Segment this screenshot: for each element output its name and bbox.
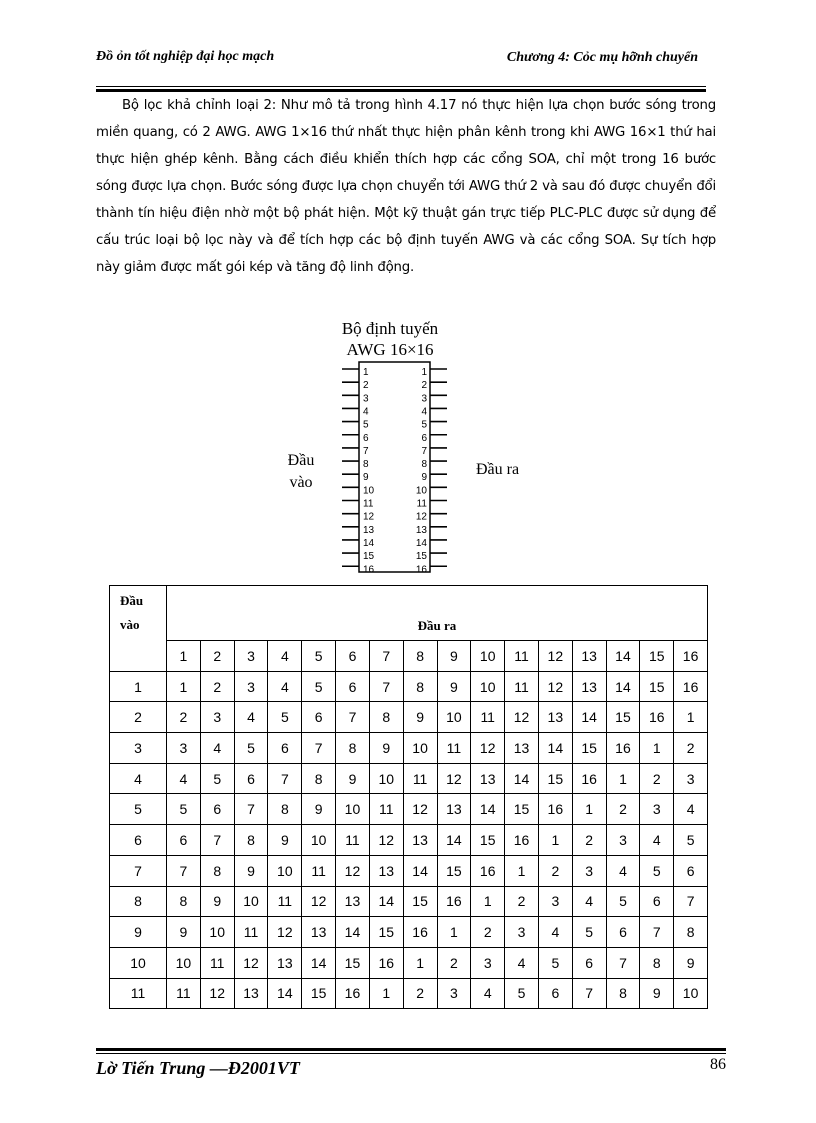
table-cell: 6 — [538, 978, 572, 1009]
table-cell: 1 — [167, 671, 201, 702]
table-cell: 3 — [538, 886, 572, 917]
column-header-cell: 6 — [336, 641, 370, 672]
table-cell: 11 — [200, 947, 234, 978]
table-cell: 16 — [471, 855, 505, 886]
table-cell: 12 — [538, 671, 572, 702]
table-cell: 5 — [538, 947, 572, 978]
output-port-number: 10 — [415, 485, 427, 497]
table-cell: 7 — [167, 855, 201, 886]
table-cell: 3 — [200, 702, 234, 733]
table-cell: 11 — [268, 886, 302, 917]
table-cell: 16 — [538, 794, 572, 825]
table-cell: 15 — [471, 825, 505, 856]
table-cell: 5 — [606, 886, 640, 917]
header-rule — [96, 86, 706, 87]
table-cell: 1 — [538, 825, 572, 856]
table-cell: 1 — [471, 886, 505, 917]
table-cell: 5 — [302, 671, 336, 702]
column-header-cell: 5 — [302, 641, 336, 672]
output-port-number: 4 — [421, 406, 427, 418]
table-cell: 12 — [505, 702, 539, 733]
table-cell: 10 — [471, 671, 505, 702]
table-cell: 10 — [369, 763, 403, 794]
table-cell: 1 — [572, 794, 606, 825]
table-cell: 11 — [167, 978, 201, 1009]
row-input-cell: 6 — [110, 825, 167, 856]
table-row — [110, 702, 708, 733]
table-cell: 2 — [674, 733, 708, 764]
table-cell: 8 — [200, 855, 234, 886]
table-cell: 14 — [336, 917, 370, 948]
table-cell: 7 — [200, 825, 234, 856]
table-cell: 8 — [674, 917, 708, 948]
input-port-number: 1 — [363, 367, 369, 378]
table-cell: 1 — [640, 733, 674, 764]
output-port-number: 16 — [415, 564, 427, 575]
table-cell: 6 — [606, 917, 640, 948]
table-cell: 14 — [403, 855, 437, 886]
table-cell: 12 — [234, 947, 268, 978]
footer-rule — [96, 1053, 726, 1054]
input-port-number: 14 — [363, 537, 375, 549]
table-cell: 13 — [234, 978, 268, 1009]
table-cell: 12 — [336, 855, 370, 886]
table-cell: 8 — [302, 763, 336, 794]
table-cell: 11 — [336, 825, 370, 856]
row-input-cell: 1 — [110, 671, 167, 702]
row-input-cell: 8 — [110, 886, 167, 917]
column-header-cell: 13 — [572, 641, 606, 672]
table-cell: 10 — [302, 825, 336, 856]
table-cell: 3 — [234, 671, 268, 702]
output-port-number: 7 — [421, 445, 427, 457]
table-cell: 16 — [572, 763, 606, 794]
table-cell: 5 — [200, 763, 234, 794]
table-cell: 1 — [505, 855, 539, 886]
table-cell: 15 — [640, 671, 674, 702]
table-cell: 11 — [234, 917, 268, 948]
column-header-cell: 3 — [234, 641, 268, 672]
figure-input-label — [276, 450, 326, 494]
table-cell: 2 — [606, 794, 640, 825]
table-cell: 16 — [336, 978, 370, 1009]
figure-input-line1: Đầu — [287, 452, 315, 469]
output-port-number: 5 — [421, 419, 427, 431]
table-cell: 4 — [200, 733, 234, 764]
table-row — [110, 671, 708, 702]
figure-title-line1: Bộ định tuyến — [341, 319, 439, 338]
table-row — [110, 947, 708, 978]
table-cell: 7 — [674, 886, 708, 917]
table-cell: 8 — [268, 794, 302, 825]
header-thesis-title: Đồ ỏn tốt nghiệp đại học mạch — [96, 49, 275, 64]
table-cell: 14 — [471, 794, 505, 825]
column-header-cell: 8 — [403, 641, 437, 672]
table-cell: 9 — [268, 825, 302, 856]
table-cell: 4 — [674, 794, 708, 825]
table-cell: 15 — [302, 978, 336, 1009]
output-port-number: 8 — [421, 459, 427, 471]
column-header-cell: 10 — [471, 641, 505, 672]
input-port-number: 11 — [363, 498, 374, 510]
table-cell: 8 — [234, 825, 268, 856]
table-cell: 15 — [505, 794, 539, 825]
table-cell: 9 — [369, 733, 403, 764]
row-input-cell: 3 — [110, 733, 167, 764]
table-cell: 11 — [437, 733, 471, 764]
table-cell: 4 — [167, 763, 201, 794]
table-cell: 14 — [572, 702, 606, 733]
table-cell: 15 — [606, 702, 640, 733]
table-cell: 14 — [268, 978, 302, 1009]
table-cell: 13 — [302, 917, 336, 948]
table-cell: 9 — [234, 855, 268, 886]
output-port-number: 11 — [416, 498, 427, 510]
row-input-cell: 5 — [110, 794, 167, 825]
table-cell: 10 — [234, 886, 268, 917]
table-cell: 3 — [674, 763, 708, 794]
table-cell: 4 — [572, 886, 606, 917]
row-input-cell: 10 — [110, 947, 167, 978]
output-port-number: 14 — [415, 537, 427, 549]
table-cell: 1 — [437, 917, 471, 948]
table-column-row — [110, 641, 708, 672]
table-cell: 9 — [167, 917, 201, 948]
table-cell: 5 — [167, 794, 201, 825]
table-cell: 8 — [403, 671, 437, 702]
table-cell: 10 — [167, 947, 201, 978]
output-port-number: 3 — [421, 393, 427, 405]
table-cell: 12 — [471, 733, 505, 764]
table-cell: 2 — [437, 947, 471, 978]
input-port-number: 13 — [363, 524, 375, 536]
table-cell: 15 — [437, 855, 471, 886]
table-cell: 3 — [640, 794, 674, 825]
table-row — [110, 855, 708, 886]
column-header-cell: 15 — [640, 641, 674, 672]
input-port-number: 12 — [363, 511, 375, 523]
table-row — [110, 886, 708, 917]
table-cell: 2 — [167, 702, 201, 733]
table-cell: 5 — [234, 733, 268, 764]
table-cell: 12 — [369, 825, 403, 856]
body-paragraph: Bộ lọc khả chỉnh loại 2: Như mô tả trong hình 4.17 nó thực hiện lựa chọn bước sóng trong miền quang, có 2 AWG. AWG 1×16 thứ nhất thực hiện phân kênh trong khi AWG 16×1 thứ hai thực hiện ghép kênh. Bằng cách điều khiển thích hợp các cổng SOA, chỉ một trong 16 bước sóng được lựa chọn. Bước sóng được lựa chọn chuyển tới AWG thứ 2 và sau đó được chuyển đổi thành tín hiệu điện nhờ một bộ phát hiện. Một kỹ thuật gán trực tiếp PLC-PLC được sử dụng để cấu trúc loại bộ lọc này và để tích hợp các bộ định tuyến AWG và các cổng SOA. Sự tích hợp này giảm được mất gói kép và tăng độ linh động. — [96, 98, 716, 275]
table-cell: 9 — [674, 947, 708, 978]
table-cell: 4 — [471, 978, 505, 1009]
input-port-number: 4 — [363, 406, 369, 418]
table-cell: 9 — [403, 702, 437, 733]
table-cell: 5 — [505, 978, 539, 1009]
table-cell: 6 — [336, 671, 370, 702]
table-cell: 4 — [268, 671, 302, 702]
table-cell: 15 — [403, 886, 437, 917]
input-port-number: 16 — [363, 564, 375, 575]
table-cell: 13 — [268, 947, 302, 978]
table-cell: 14 — [302, 947, 336, 978]
table-cell: 16 — [606, 733, 640, 764]
figure-input-line2: vào — [289, 474, 313, 491]
table-cell: 7 — [302, 733, 336, 764]
table-cell: 8 — [606, 978, 640, 1009]
table-cell: 5 — [268, 702, 302, 733]
table-row — [110, 978, 708, 1009]
table-cell: 11 — [302, 855, 336, 886]
table-header-row — [110, 586, 708, 641]
table-cell: 15 — [538, 763, 572, 794]
table-cell: 1 — [369, 978, 403, 1009]
column-header-cell: 12 — [538, 641, 572, 672]
table-row — [110, 794, 708, 825]
table-cell: 7 — [234, 794, 268, 825]
table-cell: 12 — [437, 763, 471, 794]
table-cell: 10 — [403, 733, 437, 764]
row-input-cell: 4 — [110, 763, 167, 794]
table-cell: 13 — [538, 702, 572, 733]
table-cell: 9 — [200, 886, 234, 917]
table-cell: 11 — [471, 702, 505, 733]
input-port-number: 9 — [363, 472, 369, 484]
table-cell: 1 — [606, 763, 640, 794]
table-cell: 16 — [640, 702, 674, 733]
table-cell: 16 — [437, 886, 471, 917]
table-cell: 10 — [336, 794, 370, 825]
input-port-number: 3 — [363, 393, 369, 405]
table-cell: 15 — [572, 733, 606, 764]
table-cell: 1 — [403, 947, 437, 978]
table-cell: 15 — [369, 917, 403, 948]
output-port-number: 6 — [421, 432, 427, 444]
table-row — [110, 733, 708, 764]
column-header-cell: 7 — [369, 641, 403, 672]
table-cell: 9 — [336, 763, 370, 794]
table-cell: 6 — [234, 763, 268, 794]
table-cell: 3 — [572, 855, 606, 886]
table-cell: 11 — [369, 794, 403, 825]
output-header: Đầu ra — [167, 586, 708, 641]
table-cell: 7 — [640, 917, 674, 948]
table-cell: 1 — [674, 702, 708, 733]
table-cell: 3 — [471, 947, 505, 978]
table-cell: 14 — [505, 763, 539, 794]
table-cell: 14 — [437, 825, 471, 856]
table-cell: 10 — [674, 978, 708, 1009]
footer-rule-thick — [96, 1048, 726, 1051]
table-cell: 13 — [437, 794, 471, 825]
figure-title — [300, 318, 480, 360]
table-cell: 8 — [336, 733, 370, 764]
table-cell: 7 — [336, 702, 370, 733]
input-header-line2: vào — [120, 617, 140, 632]
input-port-number: 2 — [363, 380, 369, 392]
output-port-number: 15 — [415, 551, 427, 563]
column-header-cell: 4 — [268, 641, 302, 672]
table-cell: 2 — [538, 855, 572, 886]
row-input-cell: 2 — [110, 702, 167, 733]
table-cell: 3 — [606, 825, 640, 856]
table-cell: 2 — [505, 886, 539, 917]
table-cell: 6 — [268, 733, 302, 764]
table-row — [110, 763, 708, 794]
table-cell: 2 — [572, 825, 606, 856]
input-port-number: 6 — [363, 432, 369, 444]
row-input-cell: 11 — [110, 978, 167, 1009]
output-port-number: 1 — [421, 367, 427, 378]
table-cell: 5 — [572, 917, 606, 948]
output-port-number: 9 — [421, 472, 427, 484]
table-cell: 12 — [403, 794, 437, 825]
column-header-cell: 9 — [437, 641, 471, 672]
table-cell: 10 — [268, 855, 302, 886]
table-cell: 16 — [369, 947, 403, 978]
input-port-number: 10 — [363, 485, 375, 497]
table-cell: 2 — [403, 978, 437, 1009]
column-header-cell: 16 — [674, 641, 708, 672]
table-cell: 10 — [200, 917, 234, 948]
table-cell: 8 — [167, 886, 201, 917]
table-cell: 6 — [572, 947, 606, 978]
table-cell: 7 — [572, 978, 606, 1009]
figure-title-line2: AWG 16×16 — [346, 340, 434, 359]
table-cell: 11 — [505, 671, 539, 702]
table-cell: 13 — [403, 825, 437, 856]
header-chapter-title: Chương 4: Cỏc mụ hỡnh chuyển — [506, 50, 698, 65]
table-cell: 14 — [369, 886, 403, 917]
table-cell: 9 — [437, 671, 471, 702]
table-cell: 16 — [674, 671, 708, 702]
column-header-cell: 11 — [505, 641, 539, 672]
table-cell: 14 — [606, 671, 640, 702]
table-cell: 7 — [369, 671, 403, 702]
table-cell: 6 — [200, 794, 234, 825]
awg-router-diagram — [330, 360, 460, 575]
table-cell: 8 — [369, 702, 403, 733]
output-port-number: 12 — [415, 511, 427, 523]
table-cell: 15 — [336, 947, 370, 978]
table-row — [110, 917, 708, 948]
column-header-cell: 2 — [200, 641, 234, 672]
input-column-header — [110, 586, 167, 672]
table-cell: 8 — [640, 947, 674, 978]
table-cell: 2 — [640, 763, 674, 794]
table-cell: 13 — [471, 763, 505, 794]
input-port-number: 5 — [363, 419, 369, 431]
table-cell: 12 — [268, 917, 302, 948]
figure-output-label: Đầu ra — [476, 461, 520, 478]
table-cell: 3 — [167, 733, 201, 764]
table-cell: 6 — [302, 702, 336, 733]
table-cell: 13 — [572, 671, 606, 702]
column-header-cell: 1 — [167, 641, 201, 672]
table-cell: 6 — [674, 855, 708, 886]
table-cell: 3 — [437, 978, 471, 1009]
table-cell: 5 — [674, 825, 708, 856]
table-cell: 4 — [538, 917, 572, 948]
input-port-number: 15 — [363, 551, 375, 563]
table-cell: 5 — [640, 855, 674, 886]
table-cell: 13 — [336, 886, 370, 917]
table-cell: 11 — [403, 763, 437, 794]
table-cell: 16 — [505, 825, 539, 856]
column-header-cell: 14 — [606, 641, 640, 672]
table-cell: 4 — [640, 825, 674, 856]
table-cell: 9 — [302, 794, 336, 825]
table-cell: 4 — [505, 947, 539, 978]
table-cell: 9 — [640, 978, 674, 1009]
table-cell: 4 — [234, 702, 268, 733]
output-port-number: 2 — [421, 380, 427, 392]
output-port-number: 13 — [415, 524, 427, 536]
input-header-line1: Đầu — [120, 593, 144, 608]
input-port-number: 8 — [363, 459, 369, 471]
input-port-number: 7 — [363, 445, 369, 457]
table-cell: 12 — [200, 978, 234, 1009]
table-cell: 7 — [606, 947, 640, 978]
table-row — [110, 825, 708, 856]
row-input-cell: 9 — [110, 917, 167, 948]
wavelength-mapping-table — [109, 585, 708, 1009]
table-cell: 6 — [640, 886, 674, 917]
table-cell: 12 — [302, 886, 336, 917]
table-cell: 2 — [200, 671, 234, 702]
table-cell: 16 — [403, 917, 437, 948]
table-cell: 2 — [471, 917, 505, 948]
row-input-cell: 7 — [110, 855, 167, 886]
table-cell: 14 — [538, 733, 572, 764]
page-number: 86 — [710, 1056, 726, 1073]
table-cell: 7 — [268, 763, 302, 794]
table-cell: 10 — [437, 702, 471, 733]
table-cell: 13 — [505, 733, 539, 764]
footer-author: Lờ Tiến Trung —Đ2001VT — [96, 1058, 300, 1078]
table-cell: 6 — [167, 825, 201, 856]
table-cell: 3 — [505, 917, 539, 948]
table-cell: 13 — [369, 855, 403, 886]
table-cell: 4 — [606, 855, 640, 886]
